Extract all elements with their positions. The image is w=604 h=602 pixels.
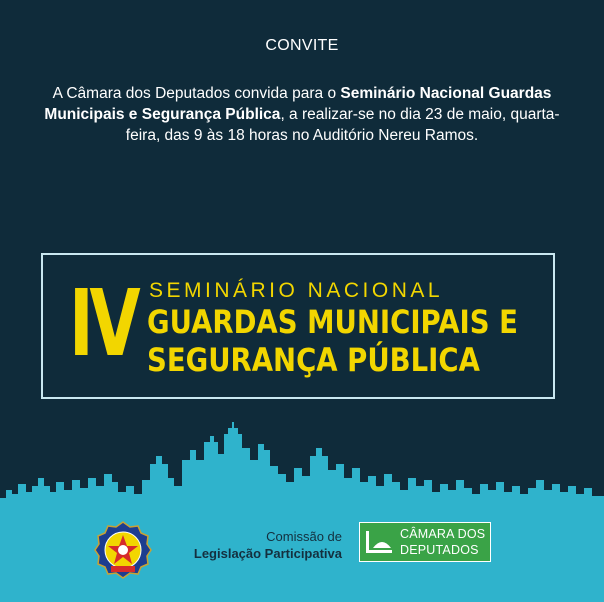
event-title-box — [41, 253, 555, 399]
event-title-line3: SEGURANÇA PÚBLICA — [147, 341, 480, 379]
intro-text-start: A Câmara dos Deputados convida para o — [52, 85, 341, 102]
camara-logo-line1: CÂMARA DOS — [400, 527, 486, 541]
comissao-line1: Comissão de — [266, 529, 342, 544]
comissao-line2: Legislação Participativa — [193, 546, 342, 561]
event-title-line1: SEMINÁRIO NACIONAL — [149, 279, 444, 302]
intro-event-name: Seminário Nacional Guardas Municipais e Segurança Pública — [44, 85, 552, 123]
camara-building-icon — [364, 528, 394, 556]
edition-numeral: IV — [69, 270, 137, 377]
comissao-label — [186, 528, 342, 562]
convite-heading: CONVITE — [265, 37, 339, 54]
city-skyline — [0, 420, 604, 602]
intro-text-end: , a realizar-se no dia 23 de maio, quarta-feira, das 9 às 18 horas no Auditório Nereu Ramos. — [125, 106, 560, 144]
event-title-line2: GUARDAS MUNICIPAIS E — [147, 303, 518, 341]
intro-paragraph — [30, 83, 574, 146]
camara-logo-line2: DEPUTADOS — [400, 543, 479, 557]
camara-dos-deputados-logo — [359, 522, 491, 562]
guarda-municipal-seal-icon — [94, 521, 152, 579]
